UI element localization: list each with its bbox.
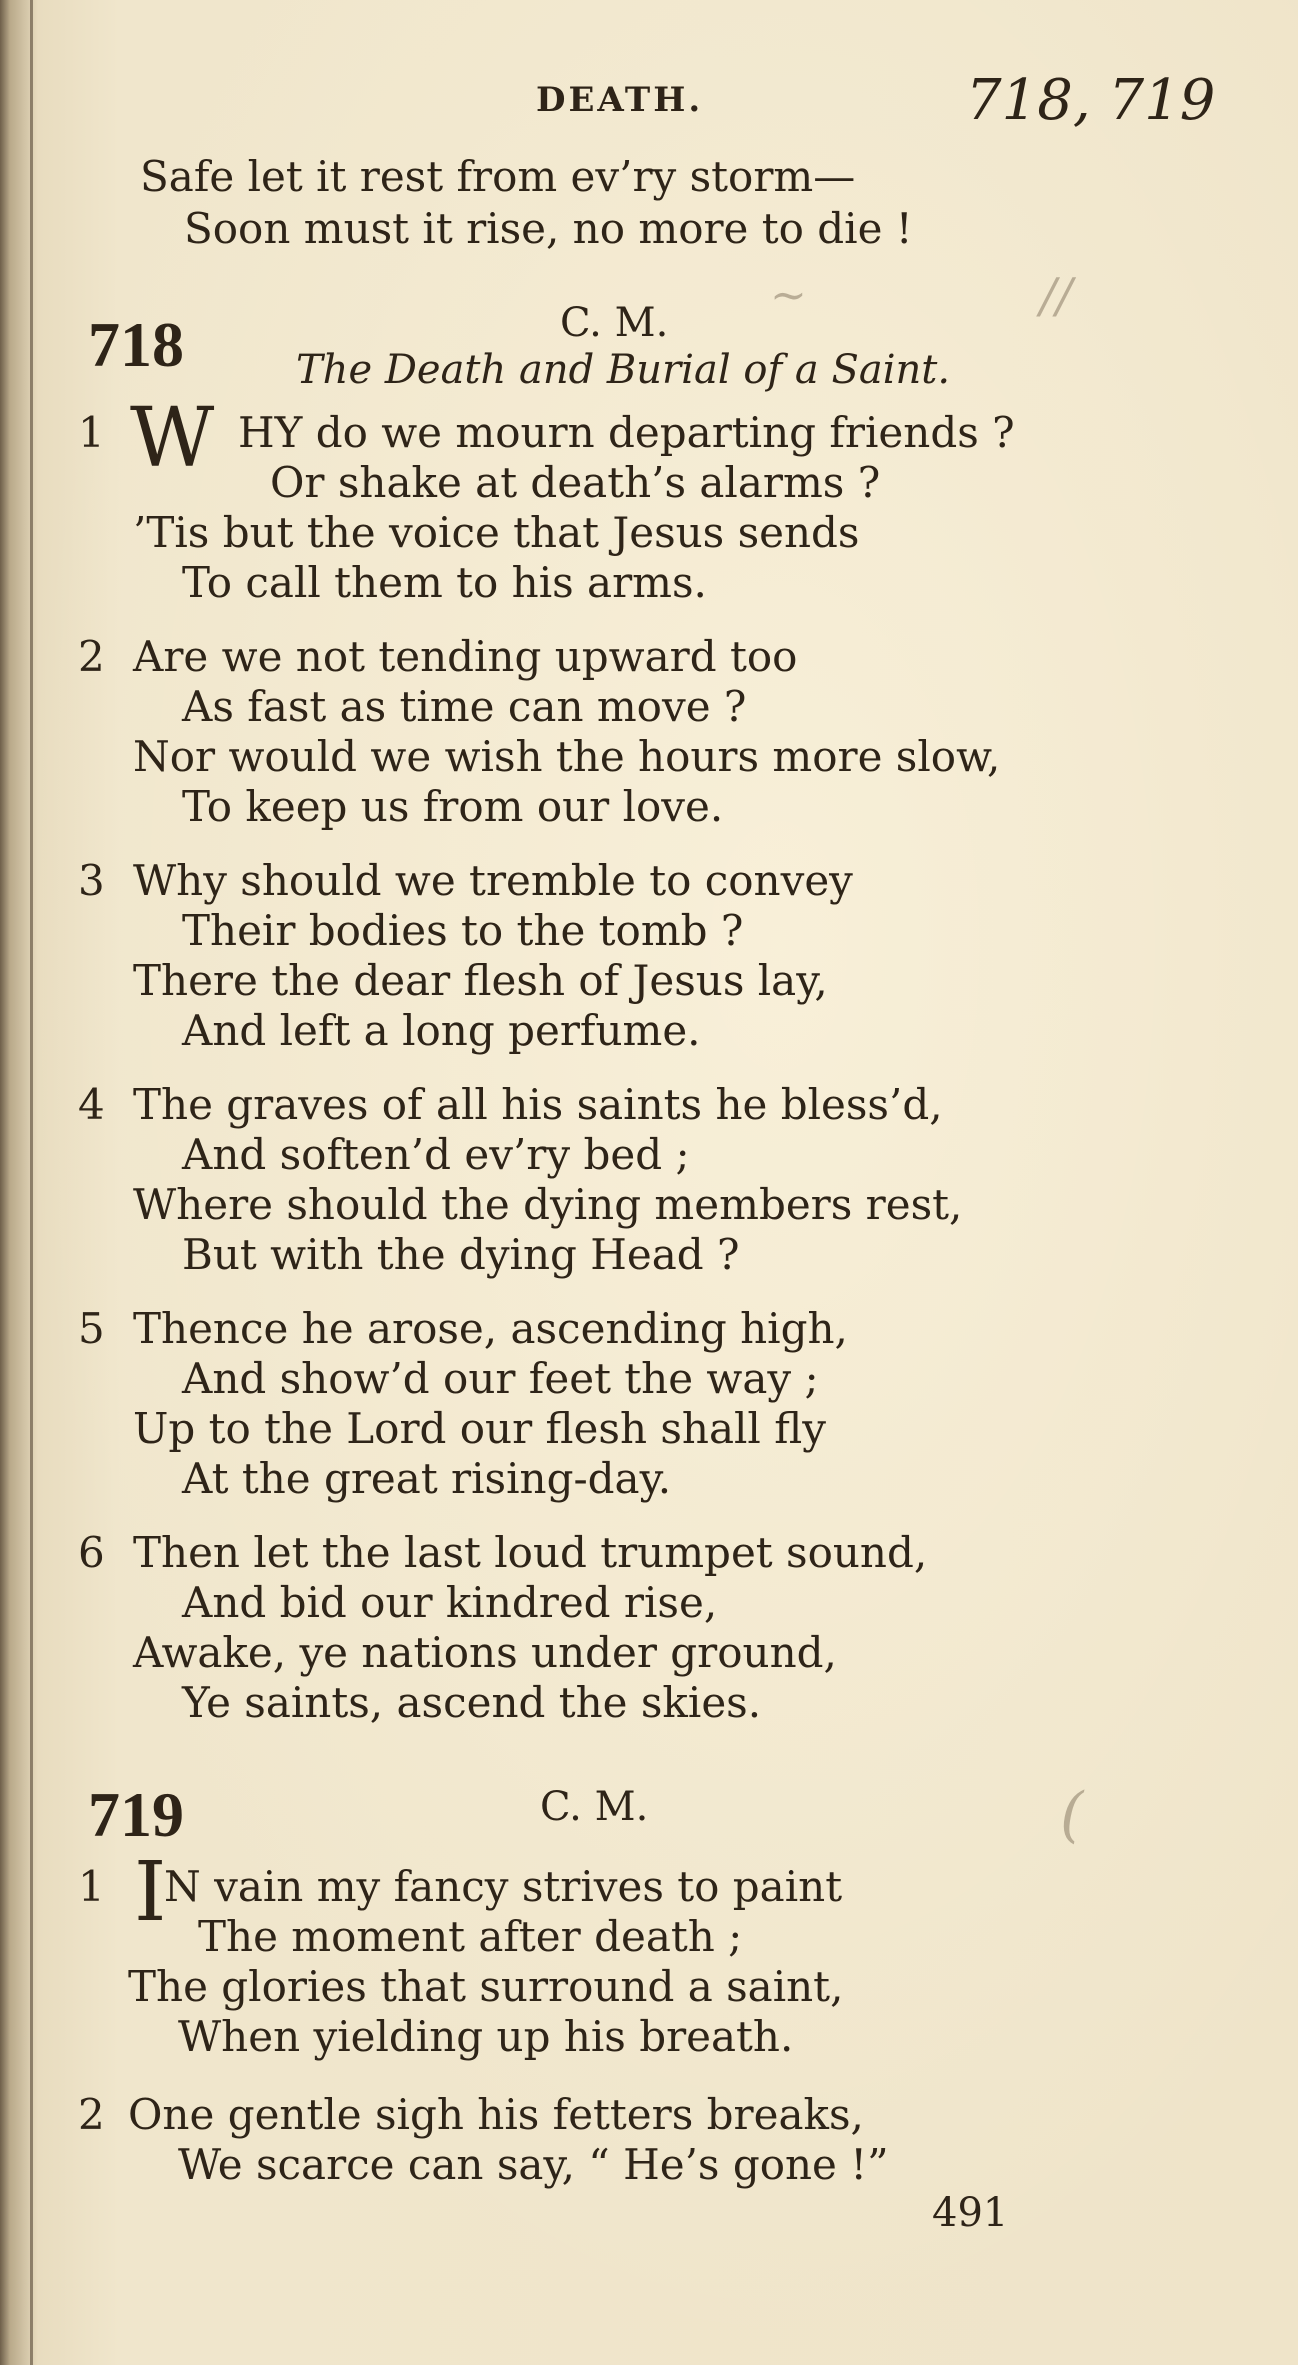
pencil-scribble: ~ (770, 270, 807, 321)
verse-line: And bid our kindred rise, (182, 1578, 718, 1627)
verse-line: N vain my fancy strives to paint (164, 1862, 843, 1911)
verse-line: Why should we tremble to convey (133, 856, 853, 905)
verse-number: 3 (78, 856, 105, 905)
hymn-meter: C. M. (540, 1784, 649, 1830)
hymn-meter: C. M. (560, 300, 669, 346)
prev-hymn-line: Safe let it rest from ev’ry storm— (140, 152, 856, 201)
verse-line: Or shake at death’s alarms ? (270, 458, 881, 507)
verse-line: Ye saints, ascend the skies. (182, 1678, 762, 1727)
verse-line: And left a long perfume. (182, 1006, 701, 1055)
hymn-number: 718 (88, 309, 184, 380)
page-binding-edge (30, 0, 33, 2365)
pencil-scribble: ( (1060, 1780, 1084, 1850)
verse-line: Up to the Lord our flesh shall fly (133, 1404, 826, 1453)
verse-line: Are we not tending upward too (133, 632, 798, 681)
verse-number: 1 (78, 1862, 105, 1911)
prev-hymn-line: Soon must it rise, no more to die ! (184, 204, 913, 253)
verse-line: The graves of all his saints he bless’d, (133, 1080, 943, 1129)
verse-line: When yielding up his breath. (178, 2012, 794, 2061)
verse-line: And soften’d ev’ry bed ; (182, 1130, 690, 1179)
hymn-range: 718, 719 (966, 68, 1216, 133)
hymn-subtitle: The Death and Burial of a Saint. (296, 347, 951, 393)
drop-cap: I (134, 1845, 167, 1940)
page-number: 491 (932, 2190, 1009, 2236)
section-title: DEATH. (536, 80, 704, 120)
verse-number: 4 (78, 1080, 105, 1129)
pencil-scribble: // (1040, 268, 1073, 324)
verse-line: HY do we mourn departing friends ? (238, 408, 1015, 457)
verse-line: The moment after death ; (198, 1912, 743, 1961)
verse-line: As fast as time can move ? (182, 682, 747, 731)
verse-line: To keep us from our love. (182, 782, 724, 831)
verse-line: Thence he arose, ascending high, (133, 1304, 848, 1353)
verse-line: We scarce can say, “ He’s gone !” (178, 2140, 889, 2189)
verse-line: Their bodies to the tomb ? (182, 906, 744, 955)
verse-line: Awake, ye nations under ground, (133, 1628, 837, 1677)
verse-number: 5 (78, 1304, 105, 1353)
verse-line: To call them to his arms. (182, 558, 707, 607)
verse-line: There the dear flesh of Jesus lay, (133, 956, 828, 1005)
verse-line: And show’d our feet the way ; (182, 1354, 819, 1403)
verse-number: 1 (78, 408, 105, 457)
verse-line: Nor would we wish the hours more slow, (133, 732, 1001, 781)
verse-number: 6 (78, 1528, 105, 1577)
verse-line: ’Tis but the voice that Jesus sends (133, 508, 860, 557)
verse-line: The glories that surround a saint, (128, 1962, 844, 2011)
verse-line: One gentle sigh his fetters breaks, (128, 2090, 864, 2139)
verse-number: 2 (78, 632, 105, 681)
verse-number: 2 (78, 2090, 105, 2139)
verse-line: At the great rising-day. (182, 1454, 672, 1503)
verse-line: But with the dying Head ? (182, 1230, 740, 1279)
verse-line: Where should the dying members rest, (133, 1180, 963, 1229)
verse-line: Then let the last loud trumpet sound, (133, 1528, 928, 1577)
hymn-number: 719 (88, 1779, 184, 1850)
drop-cap: W (130, 391, 215, 486)
